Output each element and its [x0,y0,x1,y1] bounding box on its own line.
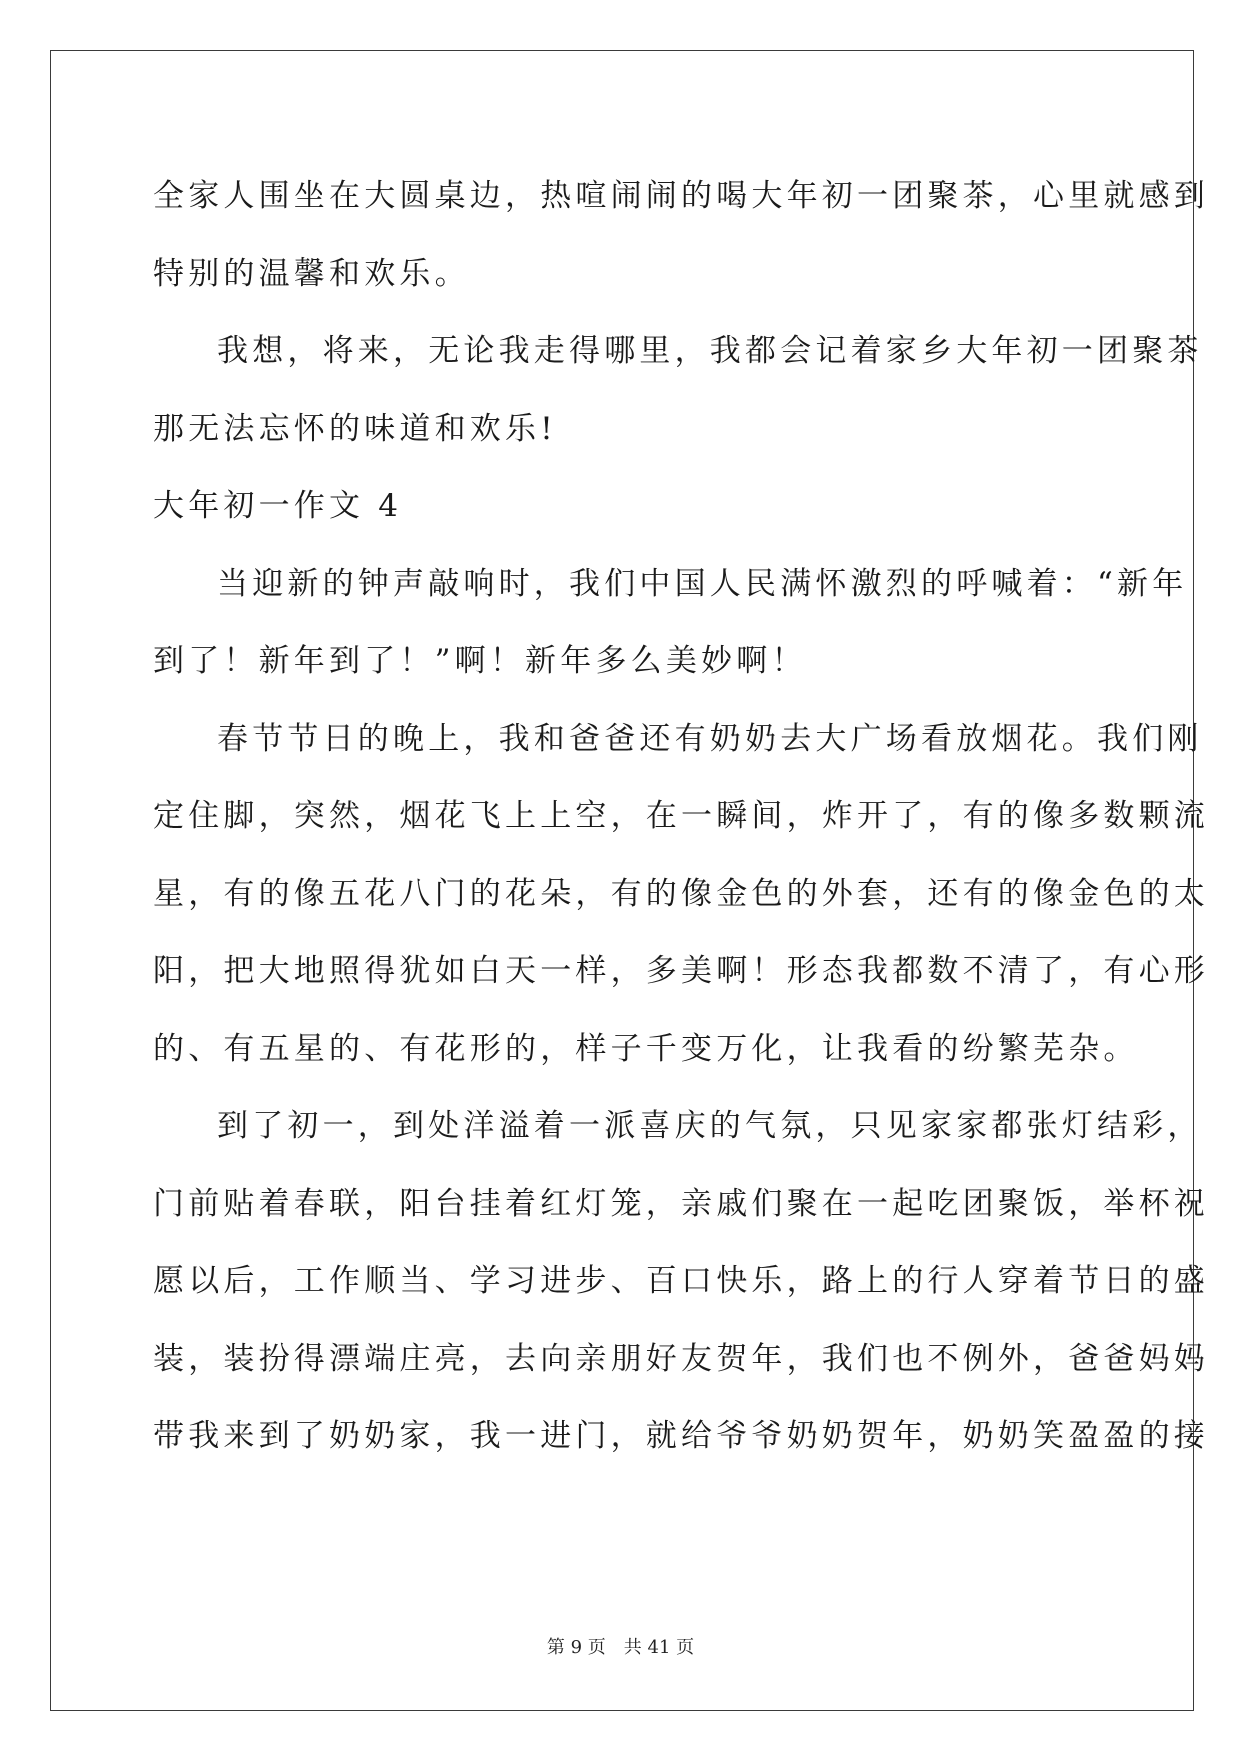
text-line: 当迎新的钟声敲响时，我们中国人民满怀激烈的呼喊着：“新年 [217,565,1188,602]
text-line: 带我来到了奶奶家，我一进门，就给爷爷奶奶贺年，奶奶笑盈盈的接 [153,1418,1209,1454]
text-line: 那无法忘怀的味道和欢乐! [153,410,557,447]
text-line: 到了！新年到了！”啊！新年多么美妙啊！ [153,643,807,679]
page-footer [0,1633,1241,1659]
page-total: 共 41 页 [623,1637,695,1658]
text-line: 春节节日的晚上，我和爸爸还有奶奶去大广场看放烟花。我们刚 [217,720,1203,757]
text-line: 装，装扮得漂端庄亮，去向亲朋好友贺年，我们也不例外，爸爸妈妈 [153,1340,1209,1377]
text-line: 定住脚，突然，烟花飞上上空，在一瞬间，炸开了，有的像多数颗流 [153,798,1209,834]
text-line: 星，有的像五花八门的花朵，有的像金色的外套，还有的像金色的太 [153,875,1209,912]
text-line: 特别的温馨和欢乐。 [153,255,470,292]
text-line: 门前贴着春联，阳台挂着红灯笼，亲戚们聚在一起吃团聚饭，举杯祝 [153,1185,1209,1222]
section-heading: 大年初一作文 4 [153,488,403,524]
text-line: 阳，把大地照得犹如白天一样，多美啊！形态我都数不清了，有心形 [153,953,1209,989]
page-number: 第 9 页 [546,1637,606,1658]
text-line: 到了初一，到处洋溢着一派喜庆的气氛，只见家家都张灯结彩， [217,1108,1203,1144]
document-body [153,158,1209,1476]
text-line: 全家人围坐在大圆桌边，热喧闹闹的喝大年初一团聚茶，心里就感到 [153,178,1209,214]
text-line: 愿以后，工作顺当、学习进步、百口快乐，路上的行人穿着节日的盛 [153,1263,1209,1299]
text-line: 我想，将来，无论我走得哪里，我都会记着家乡大年初一团聚茶 [217,333,1203,369]
text-line: 的、有五星的、有花形的，样子千变万化，让我看的纷繁芜杂。 [153,1030,1139,1067]
